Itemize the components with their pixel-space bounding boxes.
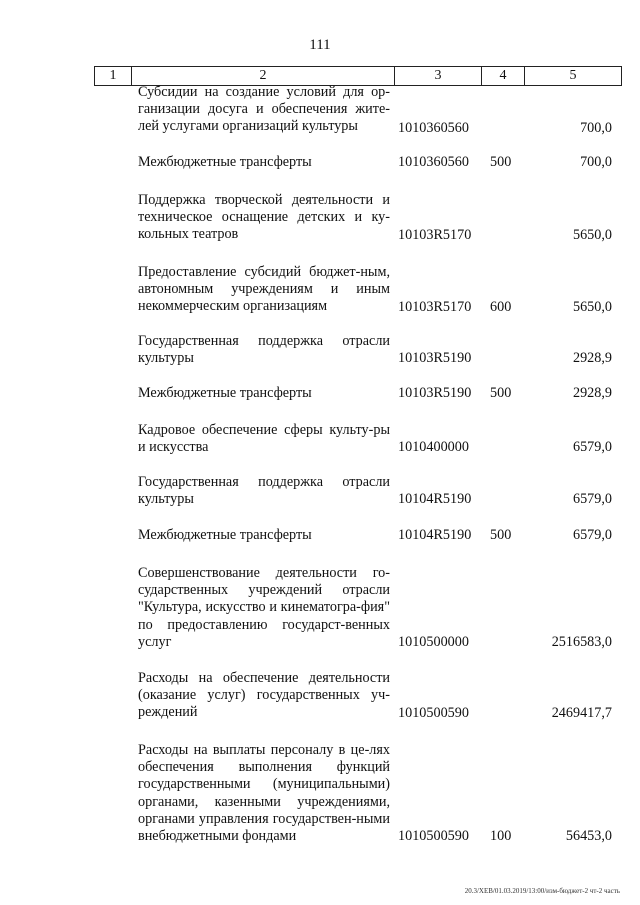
row-amount: 5650,0 <box>572 299 612 315</box>
row-amount: 2469417,7 <box>551 705 612 721</box>
column-header-4: 4 <box>482 67 525 86</box>
column-header-2: 2 <box>132 67 395 86</box>
row-code: 1010400000 <box>398 439 469 455</box>
row-amount: 56453,0 <box>565 828 612 844</box>
row-name: Кадровое обеспечение сферы культу-ры и искусства <box>138 422 390 456</box>
document-footer: 20.3/ХЕВ/01.03.2019/13:00/изм-бюджет-2 чт-2 часть <box>464 887 620 895</box>
row-name: Государственная поддержка отрасли культуры <box>138 333 390 367</box>
row-amount: 2928,9 <box>572 350 612 366</box>
row-amount: 6579,0 <box>572 491 612 507</box>
row-code: 10104R5190 <box>398 491 472 507</box>
row-type: 100 <box>490 828 512 844</box>
row-amount: 5650,0 <box>572 227 612 243</box>
row-code: 1010360560 <box>398 154 469 170</box>
row-name: Межбюджетные трансферты <box>138 154 312 170</box>
column-header-1: 1 <box>95 67 132 86</box>
row-code: 10103R5190 <box>398 350 472 366</box>
row-name: Расходы на выплаты персоналу в це-лях обеспечения выполнения функций государственными (муниципальными) органами, казенными учреждениями, органами управления государствен-ными внебюджетными фондами <box>138 742 390 845</box>
row-code: 10103R5170 <box>398 227 472 243</box>
row-amount: 700,0 <box>580 120 612 136</box>
row-amount: 2516583,0 <box>551 634 612 650</box>
row-name: Поддержка творческой деятельности и техническое оснащение детских и ку-кольных театров <box>138 192 390 243</box>
row-amount: 6579,0 <box>572 527 612 543</box>
row-name: Межбюджетные трансферты <box>138 385 312 401</box>
row-type: 500 <box>490 385 512 401</box>
row-amount: 6579,0 <box>572 439 612 455</box>
row-code: 1010360560 <box>398 120 469 136</box>
row-code: 1010500590 <box>398 828 469 844</box>
row-code: 1010500590 <box>398 705 469 721</box>
row-amount: 2928,9 <box>572 385 612 401</box>
page-number: 111 <box>309 37 331 53</box>
row-type: 600 <box>490 299 512 315</box>
row-type: 500 <box>490 527 512 543</box>
row-name: Субсидии на создание условий для ор-ганизации досуга и обеспечения жите-лей услугами организаций культуры <box>138 84 390 135</box>
row-type: 500 <box>490 154 512 170</box>
row-name: Совершенствование деятельности го-сударственных учреждений отрасли "Культура, искусство и кинематогра-фия" по предоставлению государст-венных услуг <box>138 565 390 650</box>
row-name: Расходы на обеспечение деятельности (оказание услуг) государственных уч-реждений <box>138 670 390 721</box>
row-code: 1010500000 <box>398 634 469 650</box>
column-header-3: 3 <box>395 67 482 86</box>
column-header-5: 5 <box>525 67 622 86</box>
row-code: 10103R5170 <box>398 299 472 315</box>
row-amount: 700,0 <box>580 154 612 170</box>
row-name: Государственная поддержка отрасли культуры <box>138 474 390 508</box>
row-name: Межбюджетные трансферты <box>138 527 312 543</box>
row-code: 10103R5190 <box>398 385 472 401</box>
row-code: 10104R5190 <box>398 527 472 543</box>
row-name: Предоставление субсидий бюджет-ным, автономным учреждениям и иным некоммерческим организациям <box>138 264 390 315</box>
